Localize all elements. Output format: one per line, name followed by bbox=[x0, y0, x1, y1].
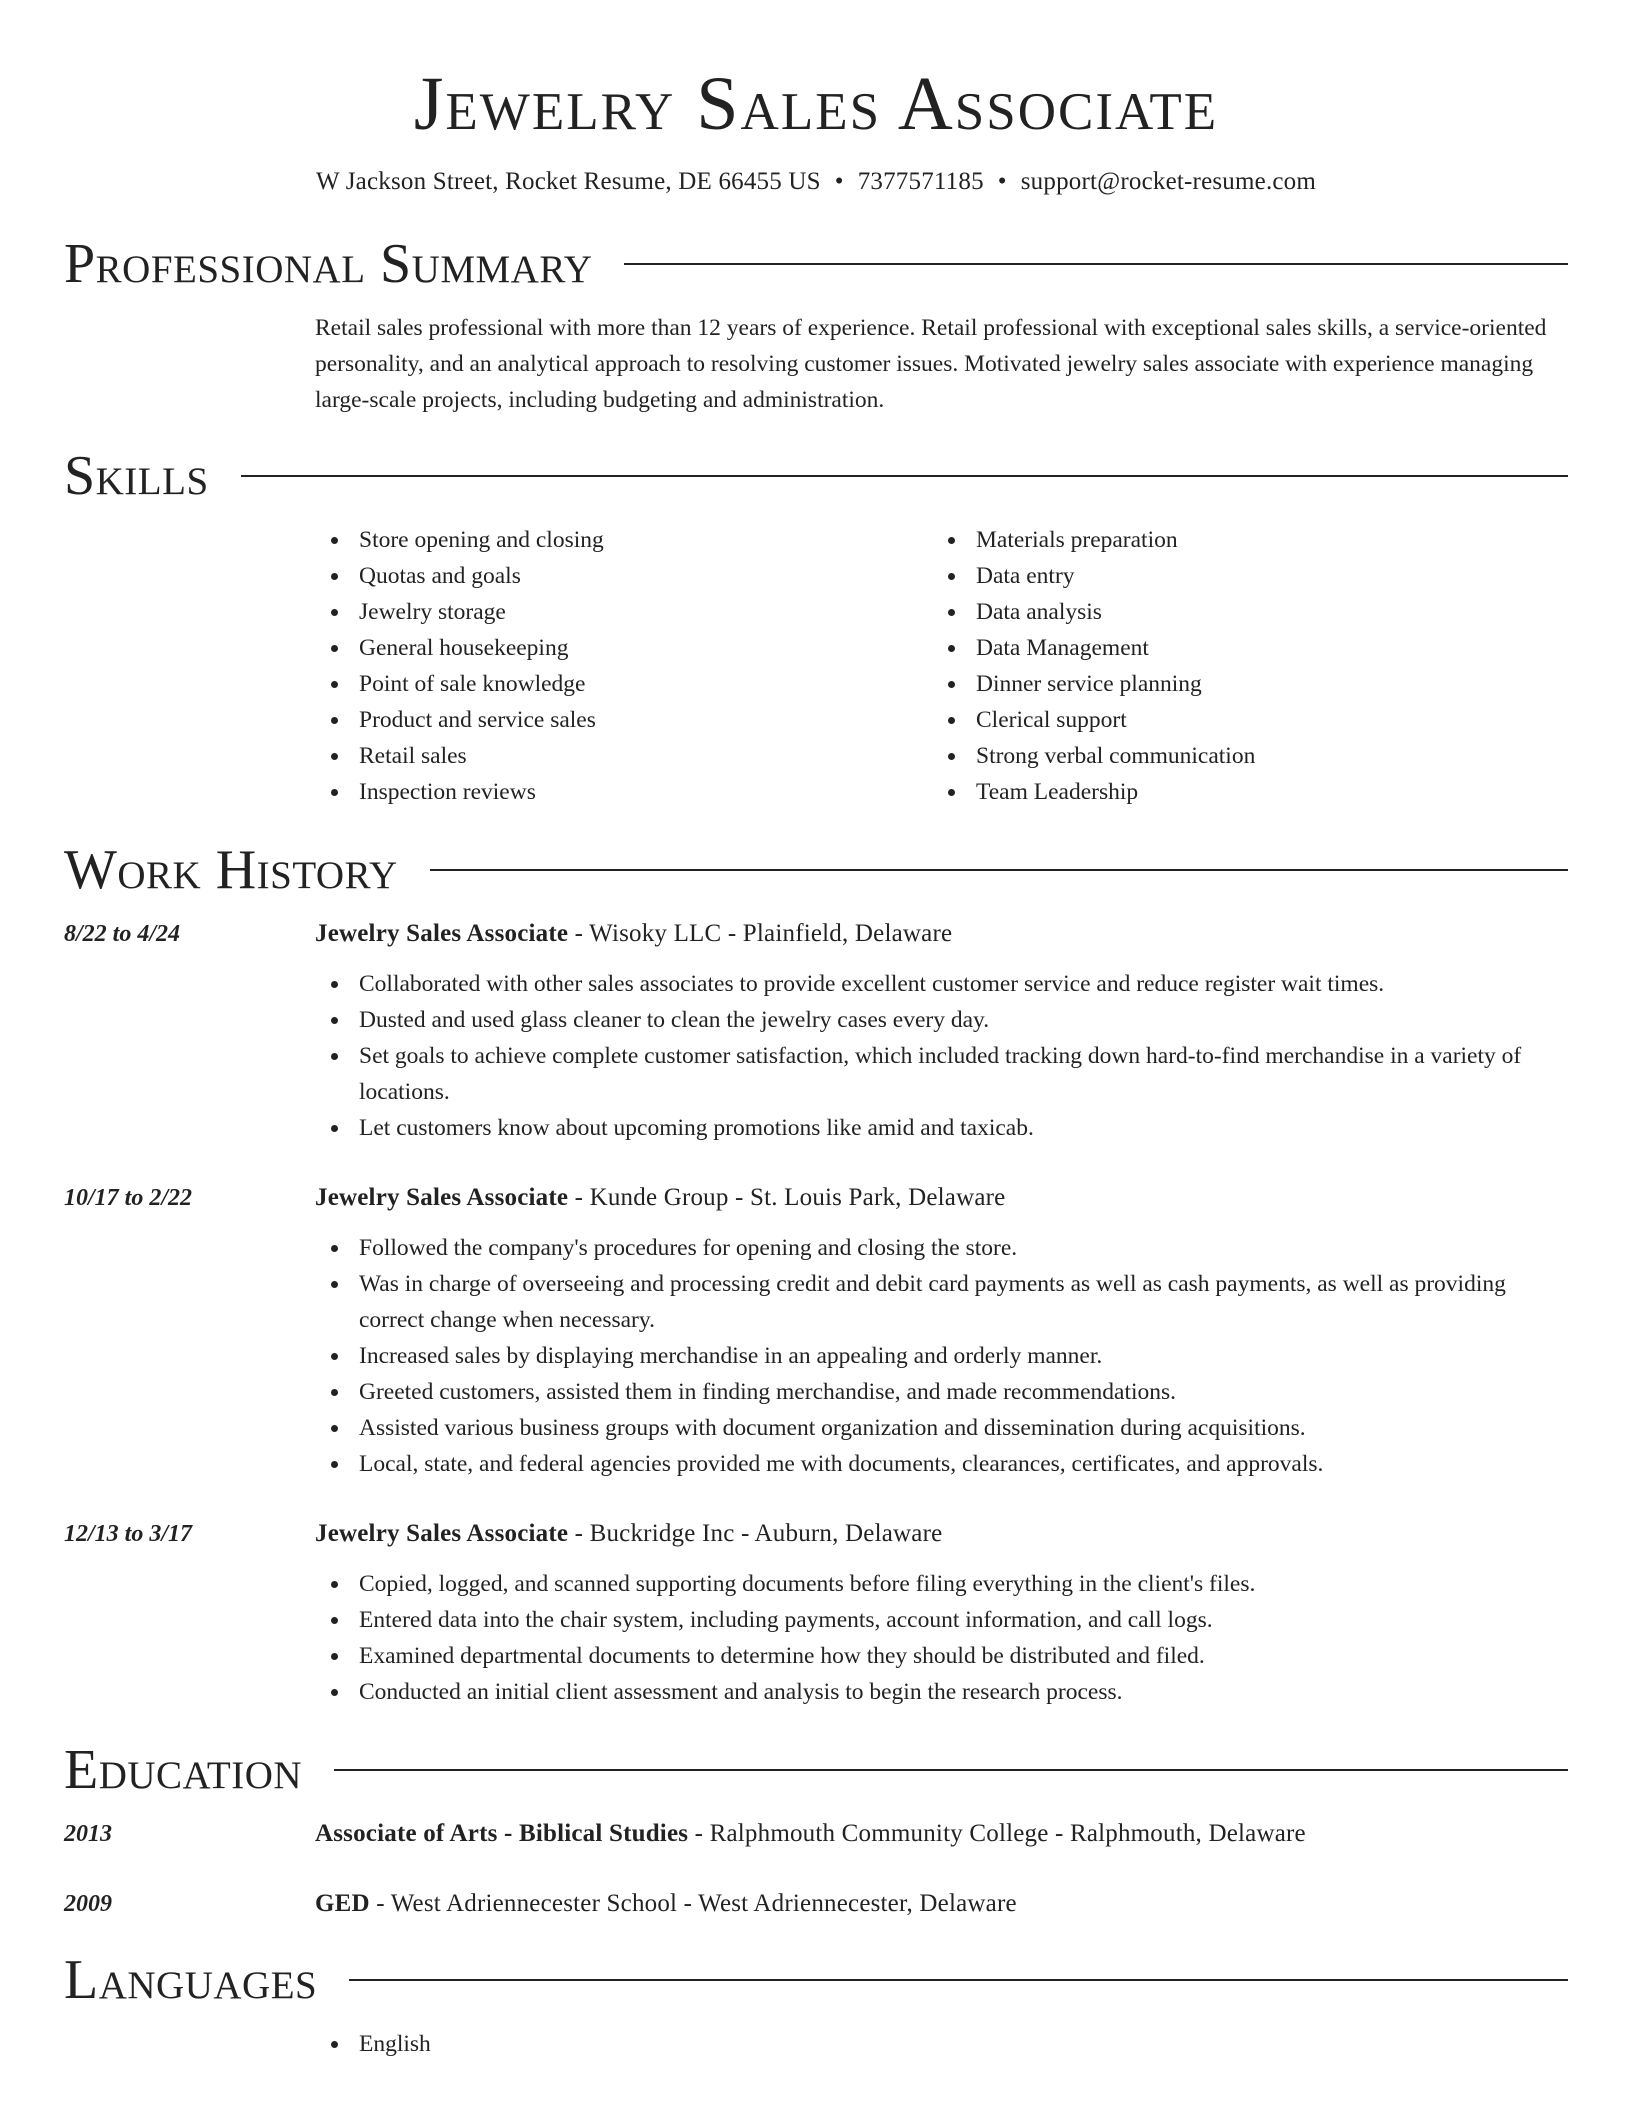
job-bullet: Was in charge of overseeing and processing credit and debit card payments as well as cash payments, as well as providing correct change when necessary. bbox=[315, 1266, 1568, 1338]
job-bullet: Conducted an initial client assessment and analysis to begin the research process. bbox=[315, 1674, 1568, 1710]
job-headline bbox=[315, 916, 1568, 952]
education-school: - Ralphmouth Community College - Ralphmouth, Delaware bbox=[688, 1820, 1306, 1847]
section-divider bbox=[349, 1979, 1568, 1981]
skill-item: General housekeeping bbox=[315, 630, 932, 666]
contact-email: support@rocket-resume.com bbox=[1020, 168, 1317, 195]
skill-item: Quotas and goals bbox=[315, 558, 932, 594]
job-bullet: Set goals to achieve complete customer satisfaction, which included tracking down hard-to-find merchandise in a variety of locations. bbox=[315, 1038, 1568, 1110]
job-entry bbox=[64, 1516, 1568, 1710]
skills-column-left bbox=[315, 522, 932, 810]
resume-page bbox=[64, 0, 1568, 2062]
education-headline bbox=[315, 1816, 1568, 1852]
skill-item: Store opening and closing bbox=[315, 522, 932, 558]
job-headline bbox=[315, 1180, 1568, 1216]
languages-list bbox=[315, 2026, 1568, 2062]
section-languages-header bbox=[64, 1948, 1568, 2012]
job-dates: 10/17 to 2/22 bbox=[64, 1185, 193, 1211]
section-divider bbox=[334, 1769, 1568, 1771]
skill-item: Team Leadership bbox=[932, 774, 1549, 810]
language-item: English bbox=[315, 2026, 1568, 2062]
job-company: - Kunde Group - St. Louis Park, Delaware bbox=[568, 1184, 1006, 1211]
resume-title: Jewelry Sales Associate bbox=[413, 62, 1219, 146]
job-bullets bbox=[315, 966, 1568, 1146]
skill-item: Strong verbal communication bbox=[932, 738, 1549, 774]
education-headline bbox=[315, 1886, 1568, 1922]
education-year: 2013 bbox=[64, 1821, 112, 1847]
skill-item: Materials preparation bbox=[932, 522, 1549, 558]
job-bullet: Dusted and used glass cleaner to clean the jewelry cases every day. bbox=[315, 1002, 1568, 1038]
summary-text: Retail sales professional with more than 12 years of experience. Retail professional with exceptional sales skills, a service-oriented personality, and an analytical approach to resolving customer issues. Motivated jewelry sales associate with experience managing large-scale projects, including budgeting and administration. bbox=[315, 315, 1547, 413]
skill-item: Clerical support bbox=[932, 702, 1549, 738]
skills-list bbox=[315, 522, 1568, 810]
job-company: - Buckridge Inc - Auburn, Delaware bbox=[568, 1520, 943, 1547]
section-summary-header bbox=[64, 232, 1568, 296]
job-bullet: Collaborated with other sales associates to provide excellent customer service and reduce register wait times. bbox=[315, 966, 1568, 1002]
job-bullet: Entered data into the chair system, including payments, account information, and call logs. bbox=[315, 1602, 1568, 1638]
section-heading: Languages bbox=[64, 1949, 318, 2011]
job-company: - Wisoky LLC - Plainfield, Delaware bbox=[568, 920, 953, 947]
contact-address: W Jackson Street, Rocket Resume, DE 66455 US bbox=[315, 168, 821, 195]
section-heading: Education bbox=[64, 1739, 303, 1801]
bullet-separator: • bbox=[997, 168, 1007, 195]
skill-item: Data entry bbox=[932, 558, 1549, 594]
skill-item: Data Management bbox=[932, 630, 1549, 666]
section-heading: Skills bbox=[64, 445, 209, 507]
skills-column-right bbox=[932, 522, 1549, 810]
job-bullet: Let customers know about upcoming promotions like amid and taxicab. bbox=[315, 1110, 1568, 1146]
education-degree: GED bbox=[315, 1890, 370, 1917]
skill-item: Point of sale knowledge bbox=[315, 666, 932, 702]
job-headline bbox=[315, 1516, 1568, 1552]
contact-line bbox=[64, 166, 1568, 198]
skill-item: Retail sales bbox=[315, 738, 932, 774]
education-entry bbox=[64, 1816, 1568, 1852]
education-school: - West Adriennecester School - West Adriennecester, Delaware bbox=[369, 1890, 1017, 1917]
education-degree: Associate of Arts - Biblical Studies bbox=[315, 1820, 689, 1847]
bullet-separator: • bbox=[834, 168, 844, 195]
education-year: 2009 bbox=[64, 1891, 112, 1917]
job-entry bbox=[64, 916, 1568, 1146]
skill-item: Product and service sales bbox=[315, 702, 932, 738]
job-bullet: Assisted various business groups with document organization and dissemination during acquisitions. bbox=[315, 1410, 1568, 1446]
job-entry bbox=[64, 1180, 1568, 1482]
job-bullet: Followed the company's procedures for opening and closing the store. bbox=[315, 1230, 1568, 1266]
section-divider bbox=[624, 263, 1568, 265]
job-bullet: Increased sales by displaying merchandise in an appealing and orderly manner. bbox=[315, 1338, 1568, 1374]
job-dates: 12/13 to 3/17 bbox=[64, 1521, 193, 1547]
job-bullet: Examined departmental documents to determine how they should be distributed and filed. bbox=[315, 1638, 1568, 1674]
job-title: Jewelry Sales Associate bbox=[315, 1520, 569, 1547]
section-education-header bbox=[64, 1738, 1568, 1802]
skill-item: Dinner service planning bbox=[932, 666, 1549, 702]
skill-item: Jewelry storage bbox=[315, 594, 932, 630]
job-bullet: Greeted customers, assisted them in finding merchandise, and made recommendations. bbox=[315, 1374, 1568, 1410]
section-work-header bbox=[64, 838, 1568, 902]
job-title: Jewelry Sales Associate bbox=[315, 920, 569, 947]
section-heading: Professional Summary bbox=[64, 233, 593, 295]
section-divider bbox=[430, 869, 1568, 871]
job-dates: 8/22 to 4/24 bbox=[64, 921, 181, 947]
education-entry bbox=[64, 1886, 1568, 1922]
job-bullets bbox=[315, 1230, 1568, 1482]
job-bullet: Local, state, and federal agencies provided me with documents, clearances, certificates, and approvals. bbox=[315, 1446, 1568, 1482]
skill-item: Data analysis bbox=[932, 594, 1549, 630]
section-heading: Work History bbox=[64, 839, 398, 901]
section-skills-header bbox=[64, 444, 1568, 508]
contact-phone: 7377571185 bbox=[857, 168, 984, 195]
job-bullet: Copied, logged, and scanned supporting documents before filing everything in the client's files. bbox=[315, 1566, 1568, 1602]
section-divider bbox=[241, 475, 1568, 477]
job-title: Jewelry Sales Associate bbox=[315, 1184, 569, 1211]
skill-item: Inspection reviews bbox=[315, 774, 932, 810]
job-bullets bbox=[315, 1566, 1568, 1710]
